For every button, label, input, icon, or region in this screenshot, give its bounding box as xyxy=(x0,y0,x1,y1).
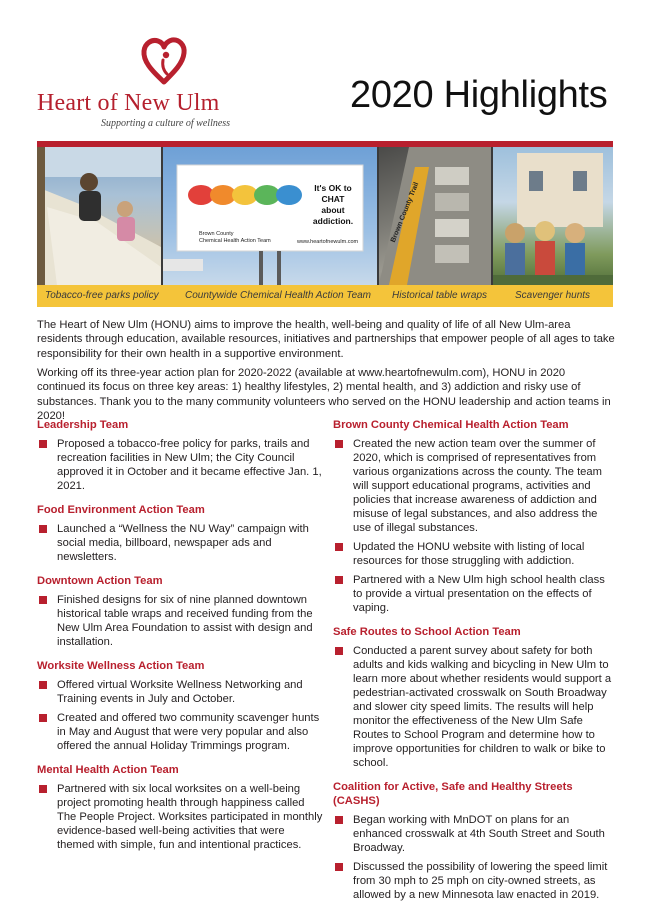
section-safe-routes xyxy=(333,625,615,770)
bullet-item: Proposed a tobacco-free policy for parks, trails and recreation facilities in New Ulm; the City Council approved it in October and it became effective Jan. 1, 2021. xyxy=(37,437,323,493)
photo-table-wrap xyxy=(379,147,491,285)
section-title: Coalition for Active, Safe and Healthy Streets (CASHS) xyxy=(333,781,573,807)
section-title: Worksite Wellness Action Team xyxy=(37,660,205,672)
section-downtown xyxy=(37,574,323,649)
intro-paragraph-2: Working off its three-year action plan for 2020-2022 (available at www.heartofnewulm.com), HONU in 2020 continued its focus on three key areas: 1) healthy lifestyles, 2) mental health, and 3) addiction and risky use of substances. Thank you to the many community volunteers who served on the HONU leadership and action teams in 2020! xyxy=(37,367,611,422)
section-leadership-team xyxy=(37,418,323,493)
billboard-url: www.heartofnewulm.com xyxy=(297,239,359,245)
bullet-item: Partnered with a New Ulm high school health class to provide a virtual presentation on the effects of vaping. xyxy=(333,573,615,615)
left-column xyxy=(37,418,323,862)
page-title: 2020 Highlights xyxy=(350,74,608,116)
caption-scavenger-hunts: Scavenger hunts xyxy=(515,290,591,301)
bullet-item: Partnered with six local worksites on a well-being project promoting health through happiness called The People Project. Worksites participated in monthly evidence-based well-being activities that were themed with simple, fun and intentional practices. xyxy=(37,782,323,852)
bullet-item: Conducted a parent survey about safety for both adults and kids walking and bicycling in New Ulm to learn more about whether residents would support a pedestrian-activated crosswalk on South Broadway and slower city speed limits. The results will help monitor the effectiveness of the New Ulm Safe Routes to School Program and determine how to improve opportunities for children to walk or bike to school. xyxy=(333,644,615,770)
heart-logo-icon xyxy=(141,36,187,86)
section-mental-health xyxy=(37,763,323,852)
bullet-item: Offered virtual Worksite Wellness Networking and Training events in July and October. xyxy=(37,678,323,706)
section-title: Mental Health Action Team xyxy=(37,764,179,776)
section-title: Food Environment Action Team xyxy=(37,504,205,516)
section-title: Downtown Action Team xyxy=(37,575,163,587)
section-title: Safe Routes to School Action Team xyxy=(333,626,521,638)
intro-paragraph-1: The Heart of New Ulm (HONU) aims to improve the health, well-being and quality of life of all New Ulm-area residents through education, available resources, initiatives and partnerships that empower people of all ages to take responsibility for their own health in a supportive environment. xyxy=(37,319,615,360)
bullet-item: Created the new action team over the summer of 2020, which is comprised of representatives from various organizations across the county. The team will support educational programs, activities and policies that increase awareness of addiction and misuse of legal substances, and also address the use of illegal substances. xyxy=(333,437,615,535)
bullet-item: Began working with MnDOT on plans for an enhanced crosswalk at 4th South Street and South Broadway. xyxy=(333,813,615,855)
photo-billboard xyxy=(163,147,377,285)
logo-tagline: Supporting a culture of wellness xyxy=(101,118,231,129)
billboard-headline: It's OK to CHAT about addiction. xyxy=(312,183,354,226)
section-worksite-wellness xyxy=(37,659,323,753)
photo-scavenger-hunt xyxy=(493,147,613,285)
bullet-item: Created and offered two community scavenger hunts in May and August that were very popular and also offered the annual Holiday Trimmings program. xyxy=(37,711,323,753)
scavenger-hunt-illustration xyxy=(493,147,613,285)
caption-bar xyxy=(37,285,613,307)
right-column xyxy=(333,418,615,912)
caption-tobacco-free: Tobacco-free parks policy xyxy=(45,290,159,301)
caption-table-wraps: Historical table wraps xyxy=(392,290,488,301)
section-cashs xyxy=(333,780,615,902)
billboard-org: Brown County Chemical Health Action Team xyxy=(199,231,271,244)
section-food-environment xyxy=(37,503,323,564)
logo xyxy=(37,34,237,129)
photo-strip xyxy=(37,147,613,285)
bullet-item: Updated the HONU website with listing of local resources for those struggling with addiction. xyxy=(333,540,615,568)
bullet-item: Discussed the possibility of lowering the speed limit from 30 mph to 25 mph on city-owned streets, as allowed by a new Minnesota law enacted in 2019. xyxy=(333,860,615,902)
playground-illustration xyxy=(37,147,161,285)
bullet-item: Finished designs for six of nine planned downtown historical table wraps and received funding from the New Ulm Area Foundation to assist with design and installation. xyxy=(37,593,323,649)
table-wrap-illustration xyxy=(379,147,491,285)
table-wrap-text: Brown County Trail xyxy=(389,181,421,244)
logo-name: Heart of New Ulm xyxy=(37,90,220,116)
photo-playground xyxy=(37,147,161,285)
bullet-item: Launched a “Wellness the NU Way” campaign with social media, billboard, newspaper ads and newsletters. xyxy=(37,522,323,564)
section-title: Leadership Team xyxy=(37,419,129,431)
caption-chemical-health: Countywide Chemical Health Action Team xyxy=(185,290,372,301)
section-chemical-health xyxy=(333,418,615,615)
section-title: Brown County Chemical Health Action Team xyxy=(333,419,569,431)
